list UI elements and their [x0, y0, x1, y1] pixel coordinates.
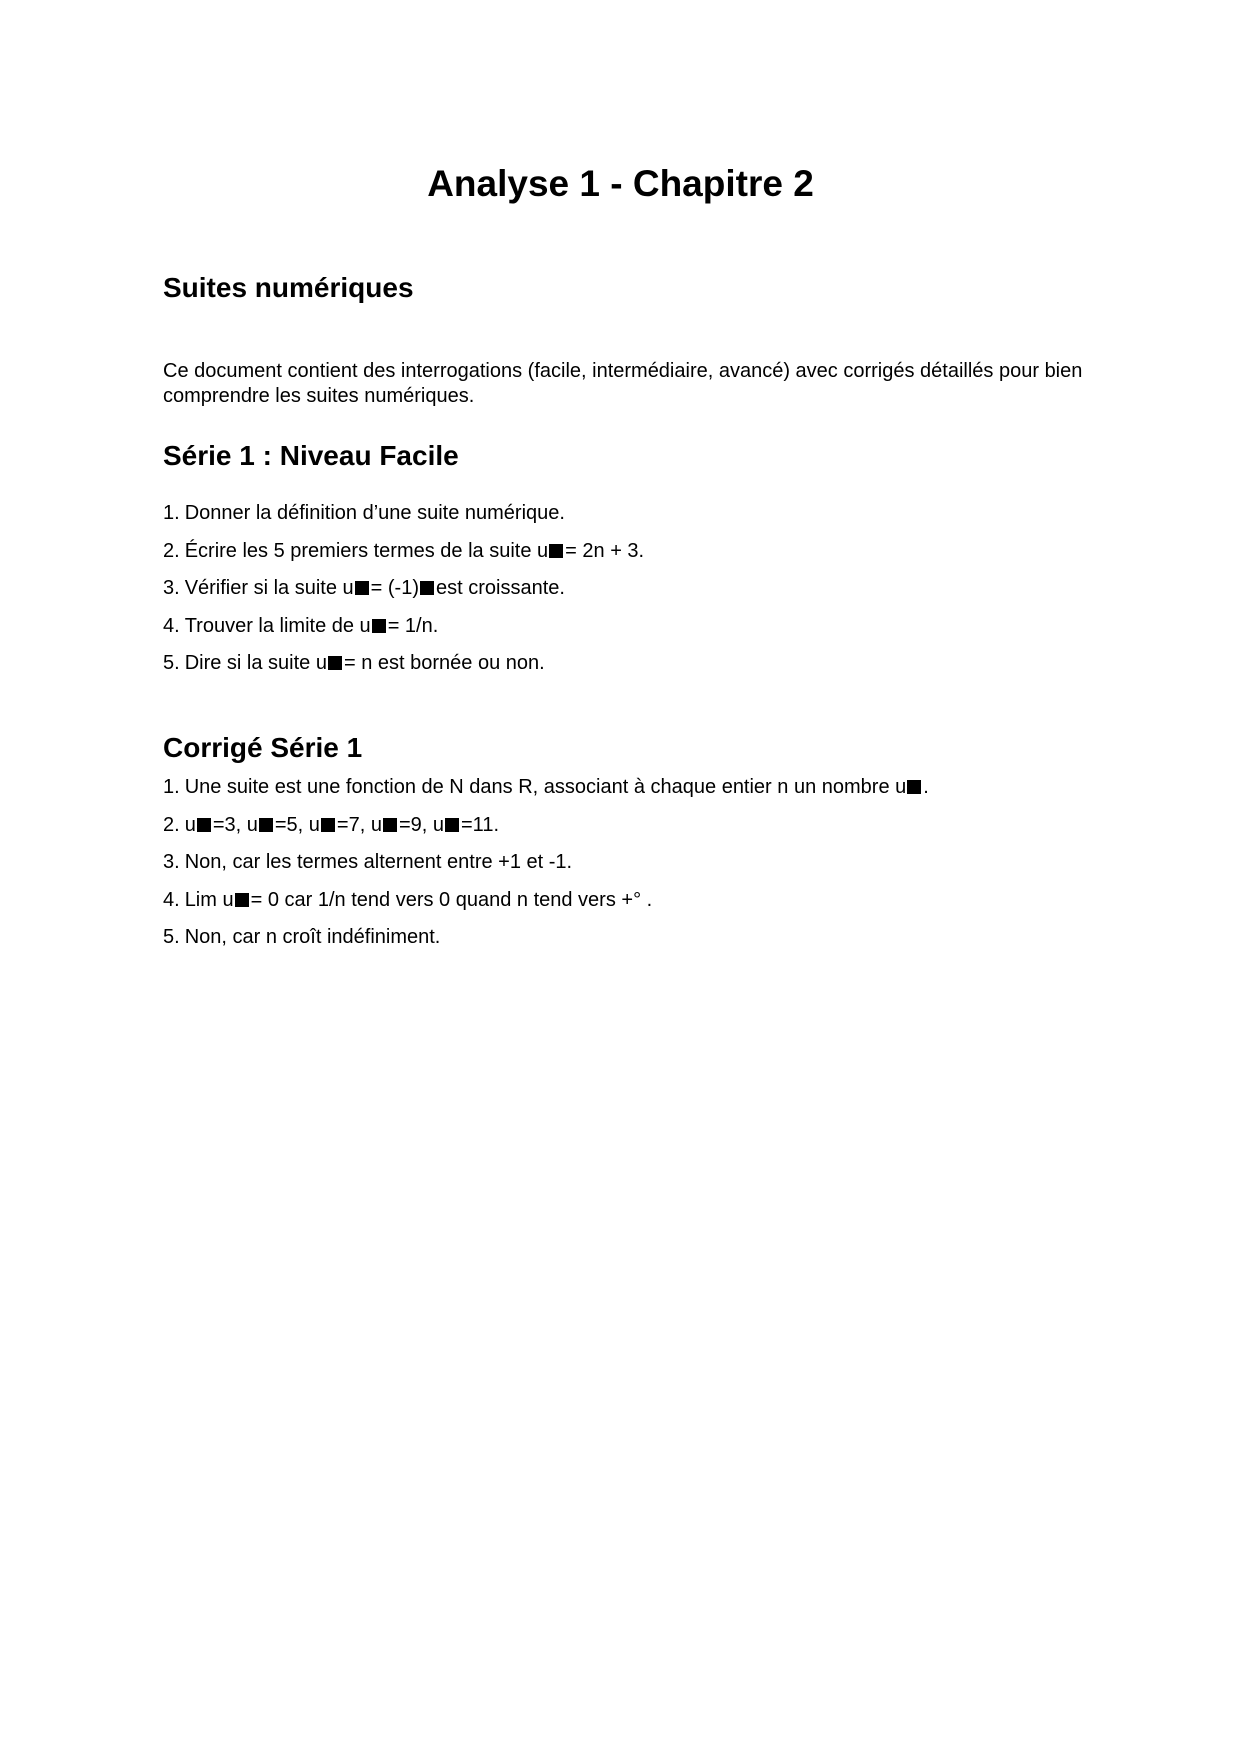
answer-item: 2. u =3, u =5, u =7, u =9, u =11. — [163, 813, 499, 836]
series1-heading: Série 1 : Niveau Facile — [163, 440, 459, 471]
missing-glyph-icon — [328, 656, 342, 670]
corrige1-heading: Corrigé Série 1 — [163, 732, 363, 763]
question-item: 2. Écrire les 5 premiers termes de la suite u = 2n + 3. — [163, 539, 645, 562]
answer-item: 1. Une suite est une fonction de N dans R, associant à chaque entier n un nombre u . — [163, 776, 929, 798]
question-item: 4. Trouver la limite de u = 1/n. — [163, 614, 439, 637]
series1-question-list — [163, 500, 1123, 688]
missing-glyph-icon — [197, 818, 211, 832]
missing-glyph-icon — [549, 544, 563, 558]
answer-item: 5. Non, car n croît indéfiniment. — [163, 926, 441, 948]
answer-item: 3. Non, car les termes alternent entre +1 et -1. — [163, 851, 573, 873]
missing-glyph-icon — [907, 780, 921, 794]
missing-glyph-icon — [259, 818, 273, 832]
missing-glyph-icon — [372, 619, 386, 633]
missing-glyph-icon — [445, 818, 459, 832]
corrige1-answer-list — [163, 774, 1123, 962]
chapter-subtitle: Suites numériques — [163, 272, 414, 303]
page-title: Analyse 1 - Chapitre 2 — [427, 163, 814, 204]
intro-paragraph: Ce document contient des interrogations (facile, intermédiaire, avancé) avec corrigés détaillés pour bien comprendre les suites numériques. — [163, 360, 1083, 407]
question-item: 1. Donner la définition d’une suite numérique. — [163, 502, 565, 524]
missing-glyph-icon — [420, 581, 434, 595]
missing-glyph-icon — [321, 818, 335, 832]
question-item: 3. Vérifier si la suite u = (-1) est croissante. — [163, 577, 565, 599]
missing-glyph-icon — [383, 818, 397, 832]
question-item: 5. Dire si la suite u = n est bornée ou non. — [163, 652, 545, 674]
answer-item: 4. Lim u = 0 car 1/n tend vers 0 quand n tend vers +° . — [163, 888, 653, 911]
missing-glyph-icon — [235, 893, 249, 907]
missing-glyph-icon — [355, 581, 369, 595]
